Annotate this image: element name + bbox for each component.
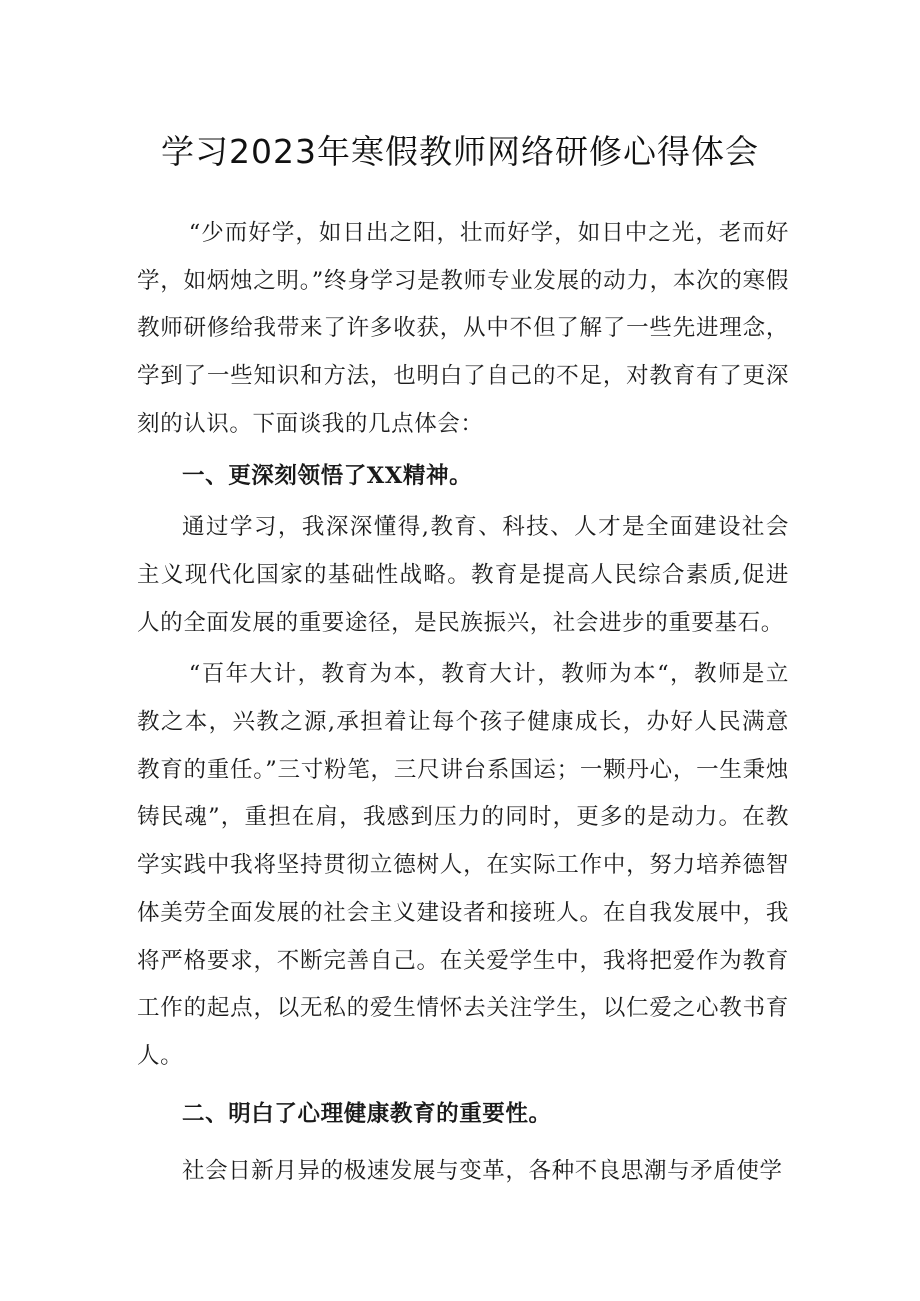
- section1-paragraph-2: “百年大计，教育为本，教育大计，教师为本“，教师是立教之本，兴教之源,承担着让每个孩子健康成长，办好人民满意教育的重任。”三寸粉笔，三尺讲台系国运；一颗丹心，一生秉烛铸民魂”，重担在肩，我感到压力的同时，更多的是动力。在教学实践中我将坚持贯彻立德树人，在实际工作中，努力培养德智体美劳全面发展的社会主义建设者和接班人。在自我发展中，我将严格要求，不断完善自己。在关爱学生中，我将把爱作为教育工作的起点，以无私的爱生情怀去关注学生，以仁爱之心教书育人。: [137, 661, 789, 1069]
- document-body: [137, 210, 789, 1196]
- section-heading-1: 一、更深刻领悟了XX精神。: [182, 462, 473, 489]
- section1-paragraph-1: 通过学习，我深深懂得,教育、科技、人才是全面建设社会主义现代化国家的基础性战略。教育是提高人民综合素质,促进人的全面发展的重要途径，是民族振兴，社会进步的重要基石。: [137, 514, 789, 636]
- document-title: 学习2023年寒假教师网络研修心得体会: [161, 132, 759, 171]
- section2-paragraph-1: 社会日新月异的极速发展与变革，各种不良思潮与矛盾使学: [182, 1158, 783, 1185]
- intro-paragraph: “少而好学，如日出之阳，壮而好学，如日中之光，老而好学，如炳烛之明。”终身学习是教师专业发展的动力，本次的寒假教师研修给我带来了许多收获，从中不但了解了一些先进理念，学到了一些知识和方法，也明白了自己的不足，对教育有了更深刻的认识。下面谈我的几点体会：: [137, 220, 789, 437]
- section-heading-2: 二、明白了心理健康教育的重要性。: [182, 1100, 552, 1127]
